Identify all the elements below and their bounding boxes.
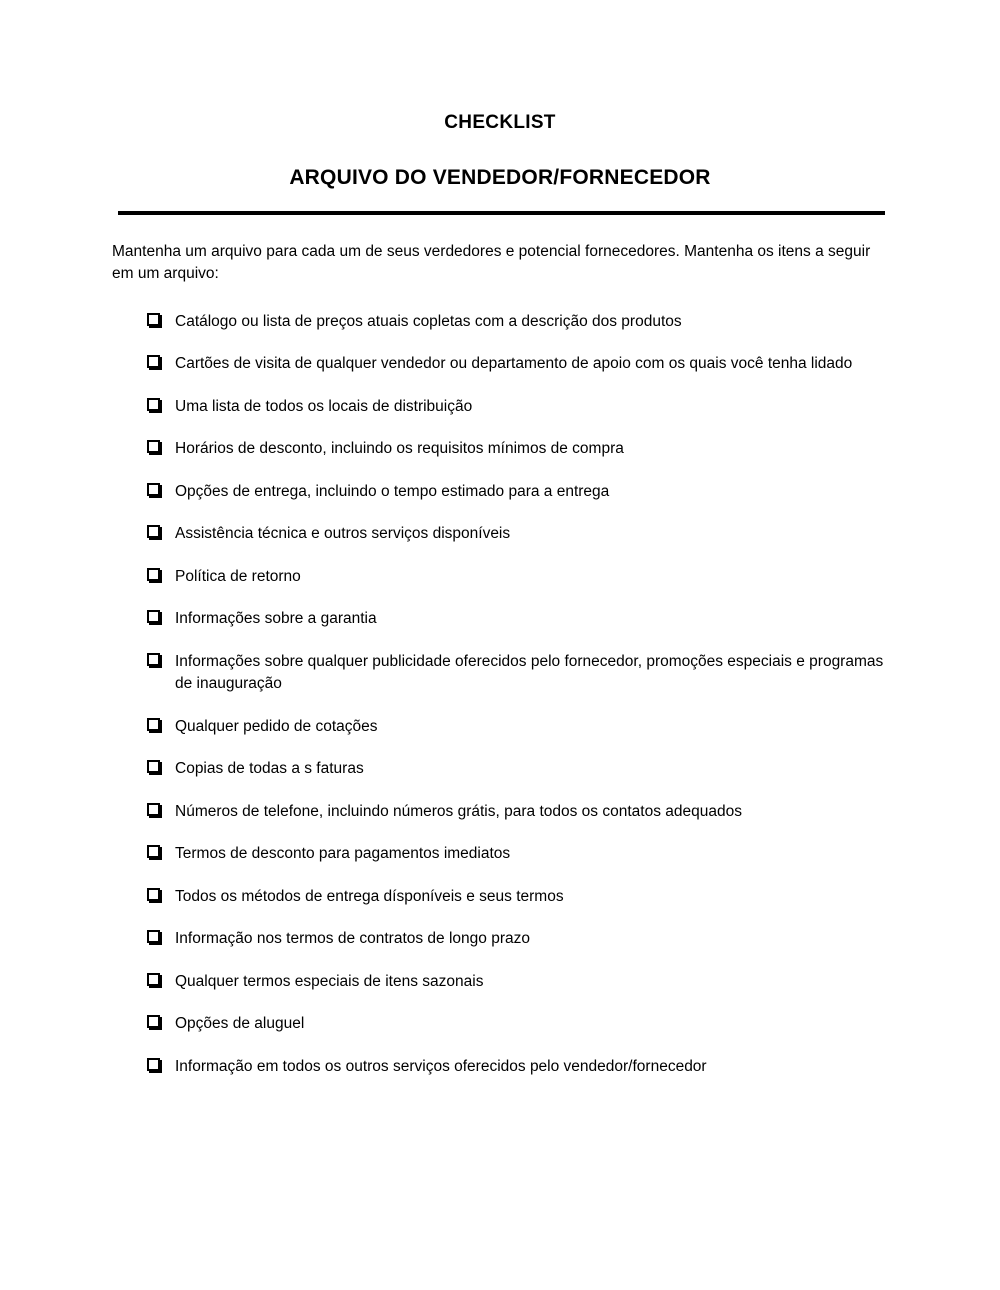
checklist-item-label: Todos os métodos de entrega dísponíveis e seus termos <box>175 887 564 905</box>
header-divider <box>0 211 1000 215</box>
checklist-item-label: Números de telefone, incluindo números grátis, para todos os contatos adequados <box>175 802 742 820</box>
checklist-item[interactable] <box>147 843 900 865</box>
checklist-item-label: Horários de desconto, incluindo os requisitos mínimos de compra <box>175 440 624 458</box>
checkbox-icon[interactable] <box>147 718 160 731</box>
checklist-item-label: Opções de entrega, incluindo o tempo estimado para a entrega <box>175 482 610 500</box>
checklist-item[interactable] <box>147 608 900 630</box>
checklist <box>0 285 1000 1078</box>
checklist-item-label: Informação nos termos de contratos de longo prazo <box>175 930 530 948</box>
checklist-item[interactable] <box>147 716 900 738</box>
checklist-item-label: Catálogo ou lista de preços atuais copletas com a descrição dos produtos <box>175 312 682 330</box>
checklist-item[interactable] <box>147 886 900 908</box>
checkbox-icon[interactable] <box>147 653 160 666</box>
checkbox-icon[interactable] <box>147 760 160 773</box>
checkbox-icon[interactable] <box>147 355 160 368</box>
checklist-item[interactable] <box>147 353 900 375</box>
checkbox-icon[interactable] <box>147 440 160 453</box>
checklist-item[interactable] <box>147 651 900 695</box>
checklist-item-label: Política de retorno <box>175 567 301 585</box>
checklist-item-label: Informações sobre qualquer publicidade oferecidos pelo fornecedor, promoções especiais e programas de inauguração <box>175 652 884 692</box>
checklist-item-label: Qualquer termos especiais de itens sazonais <box>175 972 484 990</box>
checklist-item[interactable] <box>147 311 900 333</box>
checklist-item[interactable] <box>147 758 900 780</box>
checklist-item[interactable] <box>147 523 900 545</box>
checkbox-icon[interactable] <box>147 1058 160 1071</box>
checklist-item[interactable] <box>147 801 900 823</box>
checklist-item-label: Informação em todos os outros serviços oferecidos pelo vendedor/fornecedor <box>175 1057 707 1075</box>
checklist-item[interactable] <box>147 566 900 588</box>
divider-line <box>118 211 885 215</box>
intro-paragraph: Mantenha um arquivo para cada um de seus verdedores e potencial fornecedores. Mantenha os itens a seguir em um arquivo: <box>112 242 871 282</box>
checkbox-icon[interactable] <box>147 398 160 411</box>
checkbox-icon[interactable] <box>147 1015 160 1028</box>
checklist-item[interactable] <box>147 438 900 460</box>
checklist-item-label: Assistência técnica e outros serviços disponíveis <box>175 525 511 543</box>
checklist-item[interactable] <box>147 481 900 503</box>
checkbox-icon[interactable] <box>147 568 160 581</box>
page-subtitle: ARQUIVO DO VENDEDOR/FORNECEDOR <box>289 165 711 189</box>
checklist-item-label: Copias de todas a s faturas <box>175 760 364 778</box>
checklist-item-label: Qualquer pedido de cotações <box>175 717 378 735</box>
checkbox-icon[interactable] <box>147 610 160 623</box>
checklist-item-label: Cartões de visita de qualquer vendedor ou departamento de apoio com os quais você tenha lidado <box>175 355 853 373</box>
checkbox-icon[interactable] <box>147 930 160 943</box>
checklist-item-label: Termos de desconto para pagamentos imediatos <box>175 845 511 863</box>
checklist-item[interactable] <box>147 928 900 950</box>
checklist-item-label: Uma lista de todos os locais de distribuição <box>175 397 473 415</box>
checklist-item[interactable] <box>147 396 900 418</box>
checkbox-icon[interactable] <box>147 973 160 986</box>
checklist-item[interactable] <box>147 1013 900 1035</box>
document-header <box>0 0 1000 190</box>
checklist-item-label: Informações sobre a garantia <box>175 610 377 628</box>
checkbox-icon[interactable] <box>147 483 160 496</box>
checklist-item[interactable] <box>147 971 900 993</box>
checkbox-icon[interactable] <box>147 525 160 538</box>
checklist-item[interactable] <box>147 1056 900 1078</box>
checkbox-icon[interactable] <box>147 845 160 858</box>
checkbox-icon[interactable] <box>147 313 160 326</box>
checkbox-icon[interactable] <box>147 803 160 816</box>
checkbox-icon[interactable] <box>147 888 160 901</box>
checklist-item-label: Opções de aluguel <box>175 1015 305 1033</box>
page-title: CHECKLIST <box>444 112 556 133</box>
